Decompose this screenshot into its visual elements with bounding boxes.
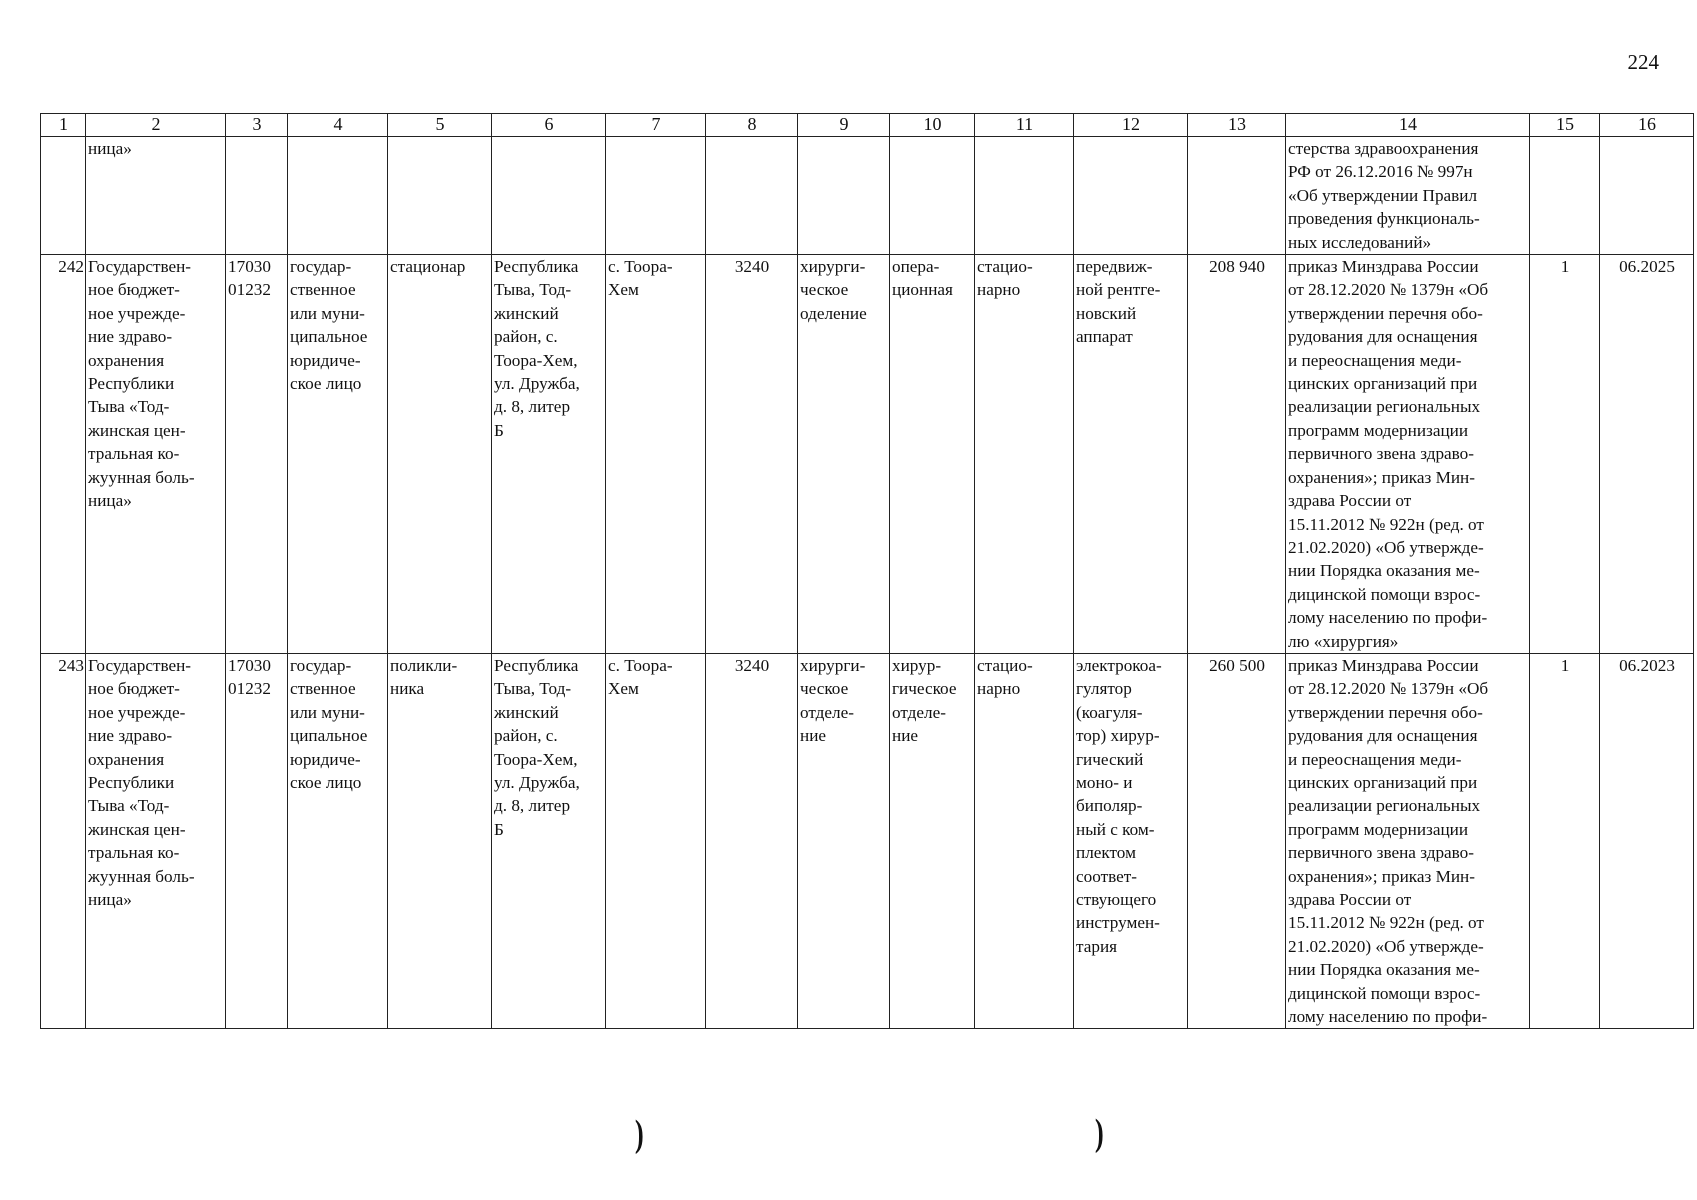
document-table — [40, 113, 1694, 1029]
column-header: 5 — [388, 114, 492, 137]
price-cell: 260 500 — [1188, 653, 1286, 1029]
equipment-cell: передвиж- ной рентге- новский аппарат — [1074, 255, 1188, 654]
column-header: 16 — [1600, 114, 1694, 137]
equipment-cell — [1074, 137, 1188, 255]
column-header: 13 — [1188, 114, 1286, 137]
date-cell — [1600, 137, 1694, 255]
number-cell: 3240 — [706, 255, 798, 654]
room-cell: опера- ционная — [890, 255, 975, 654]
date-cell: 06.2023 — [1600, 653, 1694, 1029]
care-form-cell: стацио- нарно — [975, 653, 1074, 1029]
unit-type-cell: поликли- ника — [388, 653, 492, 1029]
column-header: 6 — [492, 114, 606, 137]
address-cell — [492, 137, 606, 255]
quantity-cell: 1 — [1530, 255, 1600, 654]
number-cell — [706, 137, 798, 255]
locality-cell: с. Тоора- Хем — [606, 255, 706, 654]
column-header: 14 — [1286, 114, 1530, 137]
date-cell: 06.2025 — [1600, 255, 1694, 654]
table-row-242 — [41, 255, 1694, 654]
institution-name-cell: Государствен- ное бюджет- ное учрежде- ние здраво- охранения Республики Тыва «Тод- жинская цен- тральная ко- жуунная боль- ница» — [86, 653, 226, 1029]
legal-form-cell: государ- ственное или муни- ципальное юридиче- ское лицо — [288, 653, 388, 1029]
department-cell — [798, 137, 890, 255]
legal-basis-cell: приказ Минздрава России от 28.12.2020 № 1379н «Об утверждении перечня обо- рудования для оснащения и переоснащения меди- цинских организаций при реализации региональных программ модернизации первичного звена здраво- охранения»; приказ Мин- здрава России от 15.11.2012 № 922н (ред. от 21.02.2020) «Об утвержде- нии Порядка оказания ме- дицинской помощи взрос- лому населению по профи- лю «хирургия» — [1286, 255, 1530, 654]
care-form-cell: стацио- нарно — [975, 255, 1074, 654]
column-header: 1 — [41, 114, 86, 137]
address-cell: Республика Тыва, Тод- жинский район, с. Тоора-Хем, ул. Дружба, д. 8, литер Б — [492, 255, 606, 654]
legal-form-cell — [288, 137, 388, 255]
column-header: 4 — [288, 114, 388, 137]
room-cell — [890, 137, 975, 255]
code-cell: 17030 01232 — [226, 653, 288, 1029]
locality-cell — [606, 137, 706, 255]
column-number-row — [41, 114, 1694, 137]
address-cell: Республика Тыва, Тод- жинский район, с. Тоора-Хем, ул. Дружба, д. 8, литер Б — [492, 653, 606, 1029]
column-header: 3 — [226, 114, 288, 137]
column-header: 8 — [706, 114, 798, 137]
legal-basis-cell: стерства здравоохранения РФ от 26.12.2016 № 997н «Об утверждении Правил проведения функциональ- ных исследований» — [1286, 137, 1530, 255]
page-number: 224 — [1627, 50, 1659, 74]
department-cell: хирурги- ческое оделение — [798, 255, 890, 654]
legal-form-cell: государ- ственное или муни- ципальное юридиче- ское лицо — [288, 255, 388, 654]
column-header: 7 — [606, 114, 706, 137]
code-cell — [226, 137, 288, 255]
code-cell: 17030 01232 — [226, 255, 288, 654]
page-mark: ) — [1094, 1112, 1104, 1154]
page-mark: ) — [634, 1113, 644, 1155]
row-number-cell: 243 — [41, 653, 86, 1029]
department-cell: хирурги- ческое отделе- ние — [798, 653, 890, 1029]
number-cell: 3240 — [706, 653, 798, 1029]
column-header: 11 — [975, 114, 1074, 137]
table-row-continuation — [41, 137, 1694, 255]
equipment-cell: электрокоа- гулятор (коагуля- тор) хирур- гический моно- и биполяр- ный с ком- плектом соответ- ствующего инструмен- тария — [1074, 653, 1188, 1029]
column-header: 2 — [86, 114, 226, 137]
row-number-cell: 242 — [41, 255, 86, 654]
locality-cell: с. Тоора- Хем — [606, 653, 706, 1029]
quantity-cell — [1530, 137, 1600, 255]
column-header: 15 — [1530, 114, 1600, 137]
column-header: 9 — [798, 114, 890, 137]
unit-type-cell — [388, 137, 492, 255]
room-cell: хирур- гическое отделе- ние — [890, 653, 975, 1029]
institution-name-cell: Государствен- ное бюджет- ное учрежде- ние здраво- охранения Республики Тыва «Тод- жинская цен- тральная ко- жуунная боль- ница» — [86, 255, 226, 654]
quantity-cell: 1 — [1530, 653, 1600, 1029]
price-cell — [1188, 137, 1286, 255]
institution-name-cell: ница» — [86, 137, 226, 255]
care-form-cell — [975, 137, 1074, 255]
table-row-243 — [41, 653, 1694, 1029]
row-number-cell — [41, 137, 86, 255]
column-header: 12 — [1074, 114, 1188, 137]
legal-basis-cell: приказ Минздрава России от 28.12.2020 № 1379н «Об утверждении перечня обо- рудования для оснащения и переоснащения меди- цинских организаций при реализации региональных программ модернизации первичного звена здраво- охранения»; приказ Мин- здрава России от 15.11.2012 № 922н (ред. от 21.02.2020) «Об утвержде- нии Порядка оказания ме- дицинской помощи взрос- лому населению по профи- — [1286, 653, 1530, 1029]
price-cell: 208 940 — [1188, 255, 1286, 654]
column-header: 10 — [890, 114, 975, 137]
unit-type-cell: стационар — [388, 255, 492, 654]
